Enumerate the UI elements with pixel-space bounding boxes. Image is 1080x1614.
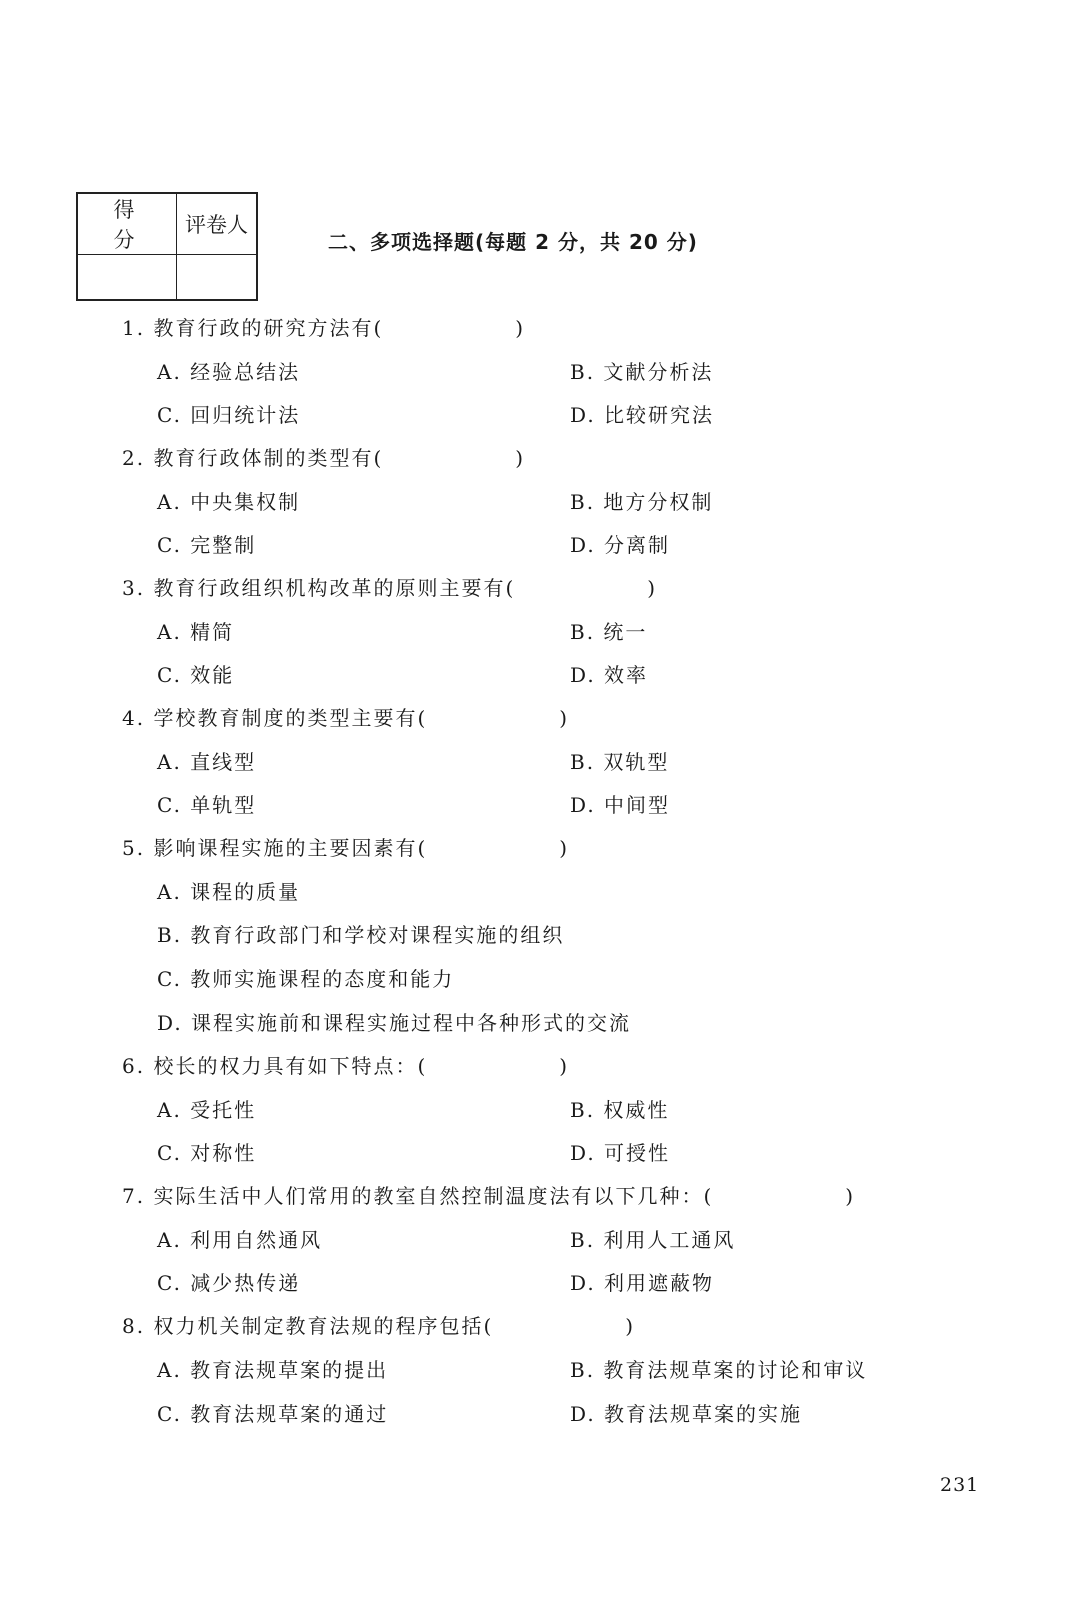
question-1-option-c[interactable]: C. 回归统计法 — [157, 403, 301, 427]
question-3-option-d[interactable]: D. 效率 — [570, 663, 649, 687]
question-2-option-d[interactable]: D. 分离制 — [570, 533, 671, 557]
score-table — [76, 192, 258, 301]
question-6-option-b[interactable]: B. 权威性 — [570, 1098, 670, 1122]
grader-cell[interactable] — [177, 255, 258, 301]
page-number: 231 — [940, 1474, 980, 1496]
question-3-option-a[interactable]: A. 精简 — [157, 620, 235, 644]
question-8-option-d[interactable]: D. 教育法规草案的实施 — [570, 1402, 803, 1426]
question-2-stem: 2. 教育行政体制的类型有( ) — [122, 446, 526, 470]
section-title: 二、多项选择题(每题 2 分，共 20 分) — [328, 230, 698, 254]
question-1-option-b[interactable]: B. 文献分析法 — [570, 360, 714, 384]
question-1-stem: 1. 教育行政的研究方法有( ) — [122, 316, 526, 340]
question-7-stem: 7. 实际生活中人们常用的教室自然控制温度法有以下几种：( ) — [122, 1184, 856, 1208]
question-3-option-b[interactable]: B. 统一 — [570, 620, 648, 644]
question-5-option-a[interactable]: A. 课程的质量 — [157, 880, 301, 904]
question-5-option-c[interactable]: C. 教师实施课程的态度和能力 — [157, 967, 455, 991]
question-5-option-d[interactable]: D. 课程实施前和课程实施过程中各种形式的交流 — [157, 1011, 632, 1035]
question-5-option-b[interactable]: B. 教育行政部门和学校对课程实施的组织 — [157, 923, 565, 947]
question-1-option-d[interactable]: D. 比较研究法 — [570, 403, 715, 427]
question-1-option-a[interactable]: A. 经验总结法 — [157, 360, 301, 384]
question-6-option-d[interactable]: D. 可授性 — [570, 1141, 671, 1165]
question-2-option-c[interactable]: C. 完整制 — [157, 533, 257, 557]
question-8-option-b[interactable]: B. 教育法规草案的讨论和审议 — [570, 1358, 868, 1382]
grader-label: 评卷人 — [177, 193, 258, 255]
question-4-option-c[interactable]: C. 单轨型 — [157, 793, 257, 817]
question-6-option-c[interactable]: C. 对称性 — [157, 1141, 257, 1165]
score-label: 得 分 — [77, 193, 177, 255]
question-4-option-d[interactable]: D. 中间型 — [570, 793, 671, 817]
question-8-option-a[interactable]: A. 教育法规草案的提出 — [157, 1358, 389, 1382]
question-3-stem: 3. 教育行政组织机构改革的原则主要有( ) — [122, 576, 658, 600]
question-7-option-b[interactable]: B. 利用人工通风 — [570, 1228, 736, 1252]
question-4-stem: 4. 学校教育制度的类型主要有( ) — [122, 706, 570, 730]
question-6-stem: 6. 校长的权力具有如下特点：( ) — [122, 1054, 570, 1078]
question-7-option-a[interactable]: A. 利用自然通风 — [157, 1228, 323, 1252]
question-2-option-b[interactable]: B. 地方分权制 — [570, 490, 714, 514]
question-5-stem: 5. 影响课程实施的主要因素有( ) — [122, 836, 570, 860]
question-4-option-a[interactable]: A. 直线型 — [157, 750, 257, 774]
score-cell[interactable] — [77, 255, 177, 301]
question-6-option-a[interactable]: A. 受托性 — [157, 1098, 257, 1122]
question-8-option-c[interactable]: C. 教育法规草案的通过 — [157, 1402, 389, 1426]
question-7-option-c[interactable]: C. 减少热传递 — [157, 1271, 301, 1295]
question-7-option-d[interactable]: D. 利用遮蔽物 — [570, 1271, 715, 1295]
question-4-option-b[interactable]: B. 双轨型 — [570, 750, 670, 774]
question-2-option-a[interactable]: A. 中央集权制 — [157, 490, 301, 514]
question-8-stem: 8. 权力机关制定教育法规的程序包括( ) — [122, 1314, 636, 1338]
question-3-option-c[interactable]: C. 效能 — [157, 663, 235, 687]
